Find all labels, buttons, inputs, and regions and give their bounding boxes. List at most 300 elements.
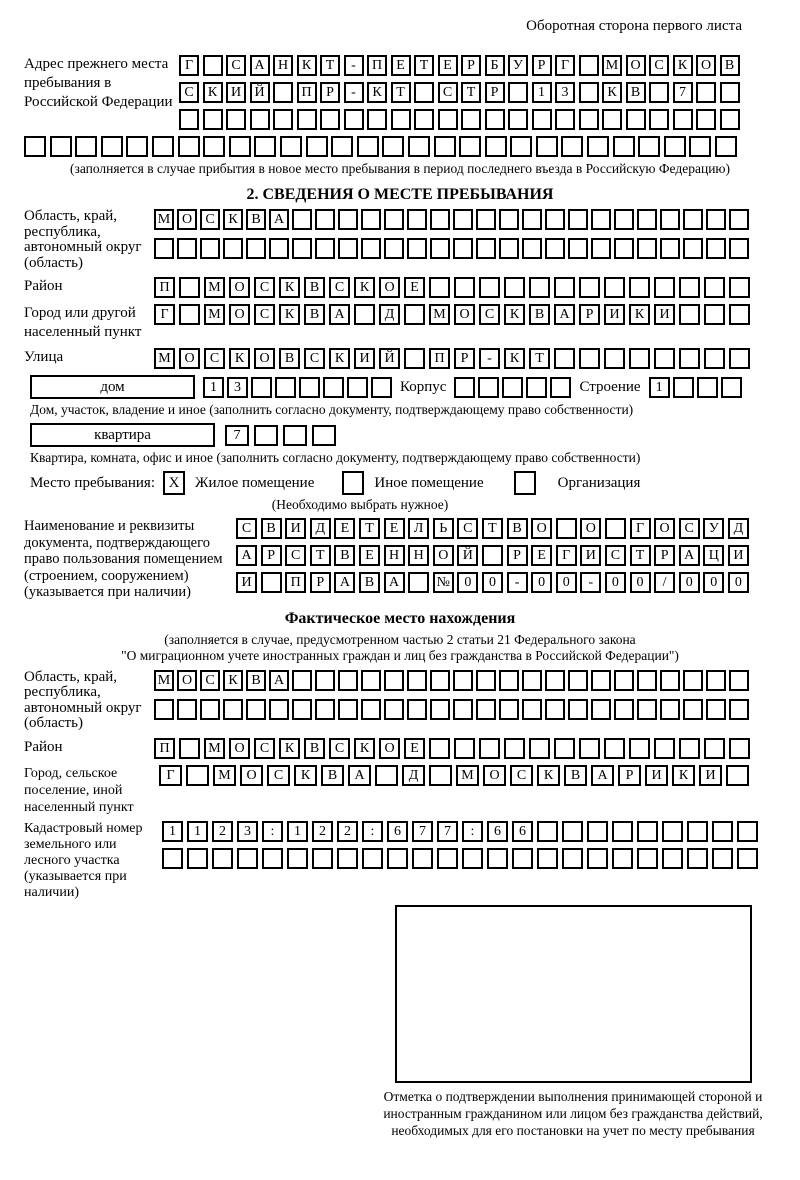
char-cell: Р: [320, 82, 340, 103]
char-cell: 6: [487, 821, 508, 842]
char-cell: Г: [179, 55, 199, 76]
char-cell: К: [279, 304, 300, 325]
char-cell: [637, 238, 657, 259]
char-cell: [499, 670, 519, 691]
char-cell: К: [629, 304, 650, 325]
char-cell: [371, 377, 392, 398]
char-cell: У: [508, 55, 528, 76]
house-number-cells: [203, 377, 392, 398]
char-cell: [362, 848, 383, 869]
char-cell: [154, 238, 174, 259]
actual-location-subtitle-2: "О миграционном учете иностранных граждан и лиц без гражданства в Российской Федерации"): [121, 647, 679, 663]
char-cell: Т: [359, 518, 380, 539]
char-cell: 7: [673, 82, 693, 103]
char-cell: [626, 109, 646, 130]
char-cell: [504, 277, 525, 298]
char-cell: [568, 670, 588, 691]
char-cell: О: [254, 348, 275, 369]
char-cell: [556, 518, 577, 539]
char-cell: [320, 109, 340, 130]
char-cell: [178, 136, 200, 157]
char-cell: Е: [404, 277, 425, 298]
char-cell: И: [604, 304, 625, 325]
char-cell: Р: [261, 545, 282, 566]
street-label: Улица: [24, 349, 64, 365]
char-cell: [729, 348, 750, 369]
char-cell: [637, 699, 657, 720]
char-cell: /: [654, 572, 675, 593]
char-cell: В: [720, 55, 740, 76]
char-cell: П: [154, 738, 175, 759]
char-cell: [508, 82, 528, 103]
char-cell: [729, 670, 749, 691]
char-cell: [75, 136, 97, 157]
city-row: [154, 304, 750, 325]
char-cell: [568, 699, 588, 720]
char-cell: [262, 848, 283, 869]
char-cell: Г: [555, 55, 575, 76]
char-cell: Д: [402, 765, 425, 786]
prev-address-row-1: [179, 55, 740, 76]
char-cell: С: [254, 738, 275, 759]
char-cell: Ц: [703, 545, 724, 566]
char-cell: 7: [437, 821, 458, 842]
char-cell: :: [462, 821, 483, 842]
char-cell: 0: [703, 572, 724, 593]
char-cell: С: [236, 518, 257, 539]
char-cell: :: [262, 821, 283, 842]
char-cell: [562, 848, 583, 869]
region-label: Область, край, республика, автономный округ (область): [24, 208, 142, 271]
char-cell: М: [204, 738, 225, 759]
char-cell: В: [564, 765, 587, 786]
char-cell: [555, 109, 575, 130]
char-cell: [706, 670, 726, 691]
char-cell: [331, 136, 353, 157]
char-cell: [361, 209, 381, 230]
cadastral-label: Кадастровый номер земельного или лесного участка (указывается при наличии): [24, 820, 143, 900]
char-cell: [587, 136, 609, 157]
apartment-type-label: квартира: [94, 426, 151, 443]
char-cell: [186, 765, 209, 786]
section2-title: 2. СВЕДЕНИЯ О МЕСТЕ ПРЕБЫВАНИЯ: [246, 186, 554, 203]
char-cell: А: [250, 55, 270, 76]
char-cell: С: [285, 545, 306, 566]
char-cell: [510, 136, 532, 157]
char-cell: [292, 209, 312, 230]
char-cell: [344, 109, 364, 130]
char-cell: [429, 765, 452, 786]
char-cell: [306, 136, 328, 157]
char-cell: [476, 699, 496, 720]
char-cell: [254, 425, 278, 446]
char-cell: [237, 848, 258, 869]
char-cell: В: [529, 304, 550, 325]
checkbox-residential: Х: [163, 471, 185, 495]
actual-district-block: [0, 738, 800, 759]
char-cell: [430, 209, 450, 230]
region-row-2: [154, 238, 749, 259]
char-cell: [591, 238, 611, 259]
stay-type-label: Место пребывания:: [30, 474, 155, 491]
char-cell: [437, 848, 458, 869]
char-cell: К: [537, 765, 560, 786]
char-cell: В: [246, 209, 266, 230]
char-cell: [712, 821, 733, 842]
char-cell: [737, 821, 758, 842]
char-cell: [522, 699, 542, 720]
char-cell: А: [679, 545, 700, 566]
char-cell: [404, 304, 425, 325]
char-cell: 2: [212, 821, 233, 842]
char-cell: В: [246, 670, 266, 691]
char-cell: [706, 238, 726, 259]
char-cell: И: [285, 518, 306, 539]
char-cell: [384, 699, 404, 720]
char-cell: 7: [225, 425, 249, 446]
char-cell: В: [304, 304, 325, 325]
region-row-1: [154, 209, 749, 230]
actual-city-block: [0, 765, 800, 816]
checkbox-organization: [514, 471, 536, 495]
char-cell: [683, 670, 703, 691]
char-cell: [649, 82, 669, 103]
char-cell: [246, 699, 266, 720]
char-cell: Н: [273, 55, 293, 76]
char-cell: П: [154, 277, 175, 298]
char-cell: [499, 209, 519, 230]
char-cell: [508, 109, 528, 130]
char-cell: П: [429, 348, 450, 369]
char-cell: Н: [408, 545, 429, 566]
char-cell: [200, 699, 220, 720]
char-cell: С: [226, 55, 246, 76]
char-cell: [532, 109, 552, 130]
char-cell: [579, 109, 599, 130]
char-cell: [550, 377, 571, 398]
char-cell: [476, 670, 496, 691]
house-type-label: дом: [100, 378, 125, 395]
char-cell: Й: [379, 348, 400, 369]
char-cell: [562, 821, 583, 842]
option-other-premises-label: Иное помещение: [374, 474, 484, 491]
char-cell: :: [362, 821, 383, 842]
char-cell: 1: [187, 821, 208, 842]
char-cell: [579, 738, 600, 759]
char-cell: [338, 670, 358, 691]
char-cell: С: [679, 518, 700, 539]
char-cell: О: [229, 738, 250, 759]
char-cell: 6: [387, 821, 408, 842]
char-cell: [660, 670, 680, 691]
char-cell: Д: [728, 518, 749, 539]
char-cell: [545, 238, 565, 259]
char-cell: С: [267, 765, 290, 786]
char-cell: [338, 699, 358, 720]
char-cell: Е: [391, 55, 411, 76]
char-cell: [660, 238, 680, 259]
char-cell: [499, 699, 519, 720]
char-cell: [203, 55, 223, 76]
char-cell: Р: [485, 82, 505, 103]
char-cell: [407, 209, 427, 230]
char-cell: [476, 238, 496, 259]
char-cell: И: [580, 545, 601, 566]
char-cell: [273, 82, 293, 103]
char-cell: [537, 848, 558, 869]
char-cell: Й: [250, 82, 270, 103]
char-cell: [579, 277, 600, 298]
actual-city-label: Город, сельское поселение, иной населенный пункт: [24, 765, 134, 815]
actual-location-title: Фактическое место нахождения: [284, 609, 516, 627]
char-cell: [637, 821, 658, 842]
char-cell: 0: [556, 572, 577, 593]
char-cell: [453, 699, 473, 720]
document-row-2: [236, 545, 749, 566]
char-cell: К: [504, 348, 525, 369]
char-cell: [485, 136, 507, 157]
char-cell: [24, 136, 46, 157]
char-cell: 0: [457, 572, 478, 593]
char-cell: [269, 238, 289, 259]
char-cell: У: [703, 518, 724, 539]
char-cell: [614, 699, 634, 720]
char-cell: [152, 136, 174, 157]
char-cell: Р: [507, 545, 528, 566]
house-row: [0, 375, 800, 399]
char-cell: К: [203, 82, 223, 103]
char-cell: 1: [287, 821, 308, 842]
char-cell: [660, 699, 680, 720]
char-cell: В: [626, 82, 646, 103]
actual-city-row: [159, 765, 749, 786]
char-cell: [721, 377, 742, 398]
char-cell: 1: [162, 821, 183, 842]
char-cell: [429, 277, 450, 298]
district-label: Район: [24, 278, 63, 294]
char-cell: А: [384, 572, 405, 593]
cadastral-row-2: [162, 848, 758, 869]
char-cell: [407, 238, 427, 259]
char-cell: [323, 377, 344, 398]
char-cell: С: [329, 277, 350, 298]
char-cell: 0: [482, 572, 503, 593]
char-cell: [338, 238, 358, 259]
stay-type-row: [0, 471, 800, 495]
char-cell: [689, 136, 711, 157]
char-cell: [430, 699, 450, 720]
char-cell: С: [254, 304, 275, 325]
char-cell: [602, 109, 622, 130]
char-cell: [591, 699, 611, 720]
char-cell: Й: [457, 545, 478, 566]
char-cell: К: [354, 738, 375, 759]
char-cell: [179, 738, 200, 759]
actual-region-block: [0, 670, 800, 732]
char-cell: [485, 109, 505, 130]
char-cell: [312, 848, 333, 869]
stroenie-label: Строение: [579, 378, 641, 395]
char-cell: [338, 209, 358, 230]
char-cell: [591, 670, 611, 691]
char-cell: А: [591, 765, 614, 786]
char-cell: [729, 304, 750, 325]
actual-district-label: Район: [24, 738, 63, 755]
char-cell: [687, 848, 708, 869]
char-cell: [526, 377, 547, 398]
char-cell: М: [213, 765, 236, 786]
char-cell: [315, 699, 335, 720]
char-cell: К: [673, 55, 693, 76]
char-cell: [250, 109, 270, 130]
char-cell: [614, 238, 634, 259]
char-cell: [522, 670, 542, 691]
char-cell: [612, 848, 633, 869]
char-cell: [568, 209, 588, 230]
char-cell: Н: [384, 545, 405, 566]
char-cell: О: [177, 209, 197, 230]
confirmation-mark-caption: Отметка о подтверждении выполнения принимающей стороной и иностранным гражданином или лицом без гражданства действий, необходимых для его постановки на учет по месту пребывания: [383, 1088, 763, 1138]
char-cell: [357, 136, 379, 157]
actual-location-subtitle-1: (заполняется в случае, предусмотренном частью 2 статьи 21 Федерального закона: [164, 631, 636, 647]
char-cell: М: [429, 304, 450, 325]
char-cell: [706, 699, 726, 720]
char-cell: [654, 348, 675, 369]
char-cell: [683, 209, 703, 230]
char-cell: [223, 238, 243, 259]
char-cell: Т: [391, 82, 411, 103]
char-cell: [454, 277, 475, 298]
char-cell: Р: [532, 55, 552, 76]
char-cell: [101, 136, 123, 157]
document-row-3: [236, 572, 749, 593]
char-cell: [179, 277, 200, 298]
char-cell: К: [367, 82, 387, 103]
char-cell: А: [348, 765, 371, 786]
char-cell: А: [554, 304, 575, 325]
char-cell: [478, 377, 499, 398]
char-cell: [391, 109, 411, 130]
char-cell: [683, 699, 703, 720]
char-cell: [522, 209, 542, 230]
char-cell: О: [696, 55, 716, 76]
street-row: [154, 348, 750, 369]
char-cell: П: [297, 82, 317, 103]
char-cell: А: [236, 545, 257, 566]
char-cell: [662, 848, 683, 869]
char-cell: С: [438, 82, 458, 103]
char-cell: [430, 238, 450, 259]
char-cell: [637, 848, 658, 869]
char-cell: [292, 699, 312, 720]
checkbox-other-premises: [342, 471, 364, 495]
char-cell: [479, 277, 500, 298]
cadastral-row-1: [162, 821, 758, 842]
char-cell: [673, 377, 694, 398]
char-cell: Д: [379, 304, 400, 325]
char-cell: О: [379, 738, 400, 759]
char-cell: [604, 738, 625, 759]
char-cell: [453, 238, 473, 259]
char-cell: В: [304, 277, 325, 298]
actual-region-row-1: [154, 670, 749, 691]
char-cell: О: [229, 304, 250, 325]
char-cell: [453, 670, 473, 691]
char-cell: [587, 848, 608, 869]
char-cell: [179, 109, 199, 130]
char-cell: [459, 136, 481, 157]
char-cell: 3: [555, 82, 575, 103]
char-cell: -: [507, 572, 528, 593]
char-cell: В: [334, 545, 355, 566]
char-cell: [529, 277, 550, 298]
char-cell: [554, 277, 575, 298]
char-cell: [654, 277, 675, 298]
char-cell: [587, 821, 608, 842]
district-block: [0, 277, 800, 298]
char-cell: 1: [532, 82, 552, 103]
char-cell: С: [304, 348, 325, 369]
char-cell: [613, 136, 635, 157]
char-cell: [177, 699, 197, 720]
char-cell: 0: [679, 572, 700, 593]
char-cell: -: [580, 572, 601, 593]
char-cell: Е: [334, 518, 355, 539]
char-cell: О: [179, 348, 200, 369]
char-cell: [162, 848, 183, 869]
char-cell: [715, 136, 737, 157]
char-cell: [354, 304, 375, 325]
char-cell: К: [504, 304, 525, 325]
char-cell: [729, 209, 749, 230]
apartment-type-box: [30, 423, 215, 447]
char-cell: [696, 109, 716, 130]
char-cell: К: [223, 670, 243, 691]
char-cell: С: [200, 209, 220, 230]
char-cell: [687, 821, 708, 842]
char-cell: [604, 277, 625, 298]
char-cell: [292, 670, 312, 691]
char-cell: 6: [512, 821, 533, 842]
char-cell: 1: [203, 377, 224, 398]
char-cell: Р: [461, 55, 481, 76]
char-cell: Т: [320, 55, 340, 76]
char-cell: И: [236, 572, 257, 593]
char-cell: [536, 136, 558, 157]
char-cell: [679, 304, 700, 325]
char-cell: [637, 670, 657, 691]
char-cell: [367, 109, 387, 130]
char-cell: А: [329, 304, 350, 325]
actual-region-label: Область, край, республика, автономный округ (область): [24, 668, 142, 731]
char-cell: [454, 377, 475, 398]
char-cell: [537, 821, 558, 842]
stroenie-cells: [649, 377, 742, 398]
korpus-cells: [454, 377, 571, 398]
char-cell: [384, 670, 404, 691]
char-cell: Т: [414, 55, 434, 76]
char-cell: М: [456, 765, 479, 786]
char-cell: [414, 82, 434, 103]
char-cell: Т: [461, 82, 481, 103]
street-block: [0, 348, 800, 369]
char-cell: [412, 848, 433, 869]
prev-address-row-2: [179, 82, 740, 103]
char-cell: Р: [618, 765, 641, 786]
char-cell: [275, 377, 296, 398]
char-cell: И: [699, 765, 722, 786]
char-cell: Л: [408, 518, 429, 539]
